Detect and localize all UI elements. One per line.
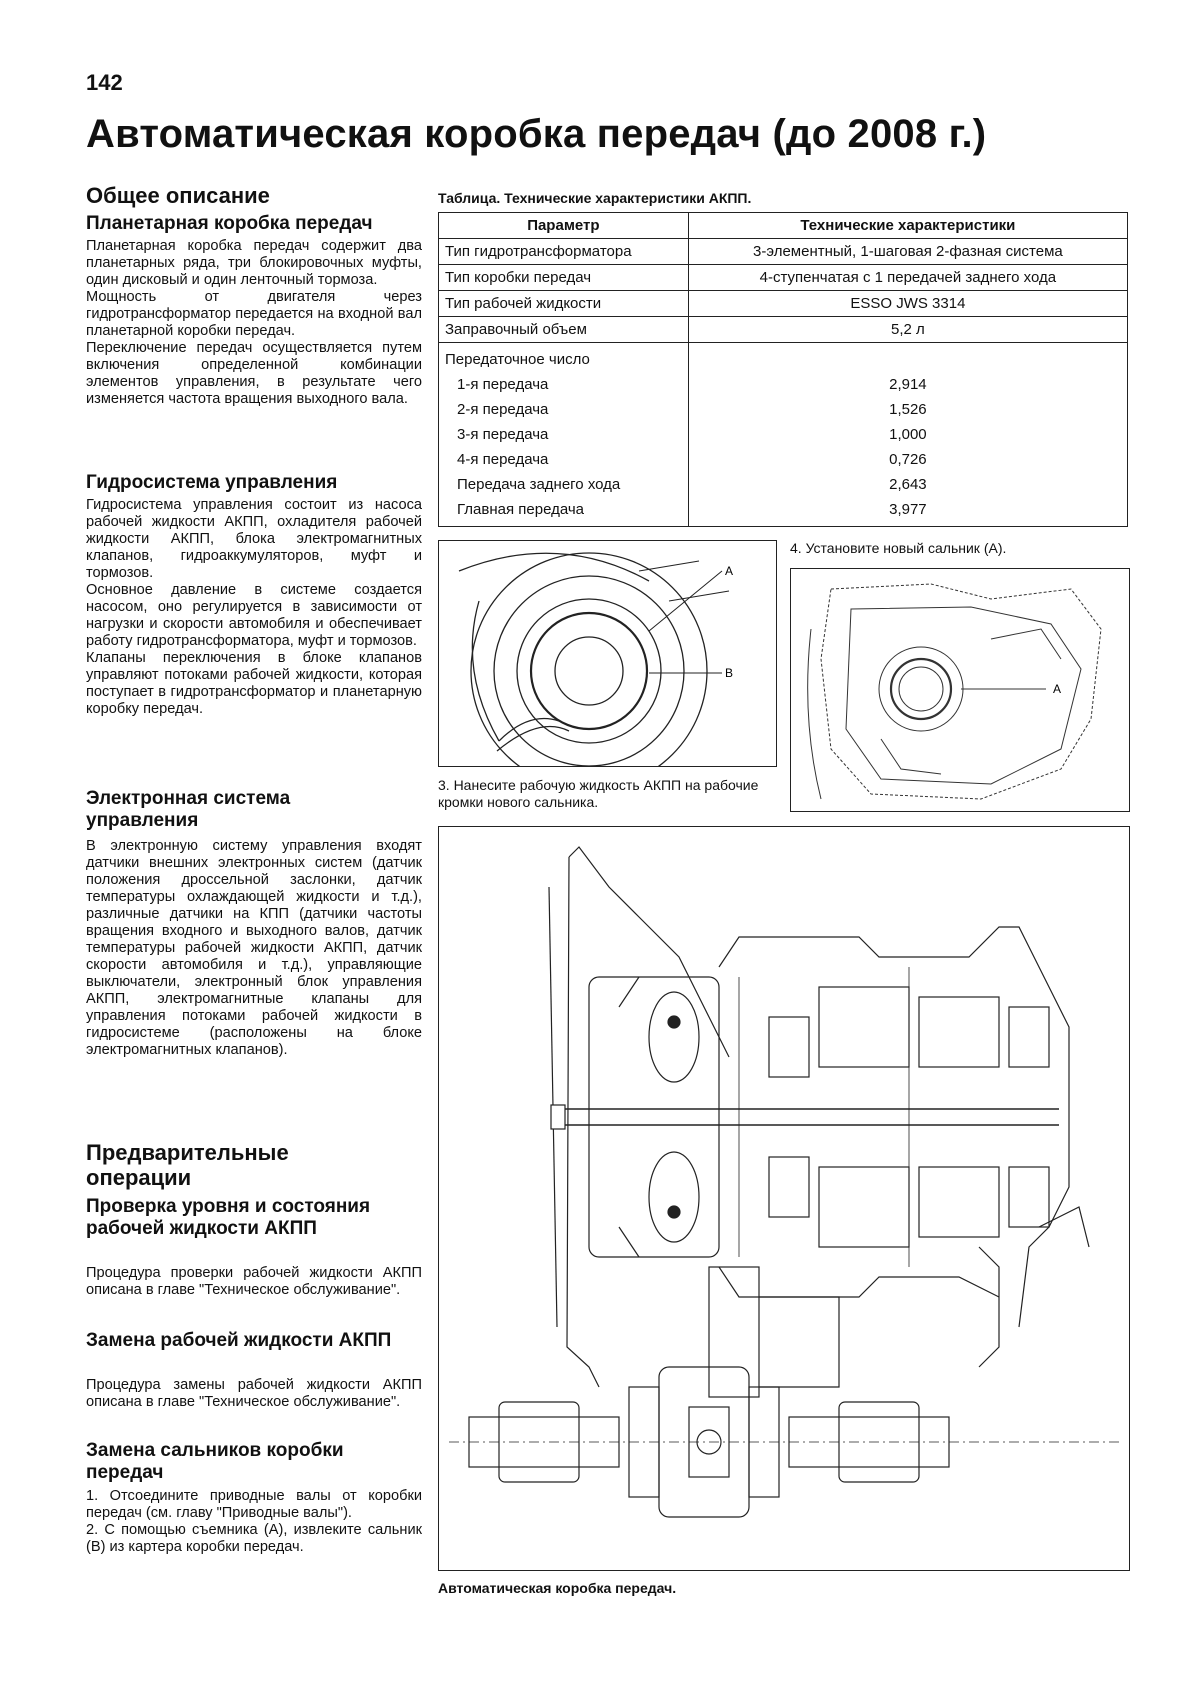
ratio-name: Передача заднего хода: [457, 476, 621, 493]
table-row: [439, 265, 1128, 291]
planetary-paragraph-1: Планетарная коробка передач содержит два планетарных ряда, три блокировочных муфты, один дисковый и один ленточный тормоза.: [86, 238, 422, 288]
ratio-value: 1,000: [889, 426, 927, 443]
ratio-name: 3-я передача: [457, 426, 549, 443]
seals-step-1: 1. Отсоедините приводные валы от коробки передач (см. главу "Приводные валы").: [86, 1488, 422, 1521]
replace-heading: Замена рабочей жидкости АКПП: [86, 1330, 392, 1351]
check-heading: Проверка уровня и состояния рабочей жидкости АКПП: [86, 1196, 371, 1239]
page-number: 142: [86, 70, 123, 95]
ratio-names-cell: [439, 343, 689, 527]
seal-install-illustration: [791, 569, 1129, 811]
planetary-paragraph-2: Мощность от двигателя через гидротрансформатор передается на входной вал планетарной коробки передач.: [86, 289, 422, 339]
table-cell-value: 3-элементный, 1-шаговая 2-фазная система: [688, 239, 1127, 265]
electronic-heading: Электронная система управления: [86, 788, 291, 831]
label-b: B: [725, 666, 734, 680]
table-row-ratios: [439, 343, 1128, 527]
transmission-figure: [438, 826, 1130, 1571]
seals-step-2: 2. С помощью съемника (А), извлеките сальник (В) из картера коробки передач.: [86, 1522, 422, 1555]
table-cell-value: ESSO JWS 3314: [688, 291, 1127, 317]
ratio-name: 2-я передача: [457, 401, 549, 418]
transmission-cross-section: [439, 827, 1129, 1570]
ratio-name: 4-я передача: [457, 451, 549, 468]
step-4-text: 4. Установите новый сальник (А).: [790, 540, 1007, 556]
hydro-paragraph-2: Основное давление в системе создается насосом, оно регулируется в зависимости от нагрузки и скорости автомобиля и обеспечивает работу гидротрансформатора, муфт и тормозов.: [86, 582, 422, 649]
planetary-paragraph-3: Переключение передач осуществляется путем включения определенной комбинации элементов управления, в результате чего изменяется частота вращения выходного вала.: [86, 340, 422, 407]
table-cell-param: Заправочный объем: [439, 317, 689, 343]
transmission-caption: Автоматическая коробка передач.: [438, 1580, 677, 1596]
seals-section: [86, 1488, 422, 1556]
table-cell-param: Тип рабочей жидкости: [439, 291, 689, 317]
preliminary-heading: Предварительные операции: [86, 1140, 289, 1190]
check-paragraph: Процедура проверки рабочей жидкости АКПП описана в главе "Техническое обслуживание".: [86, 1265, 422, 1298]
general-heading: Общее описание: [86, 183, 270, 208]
replace-paragraph: Процедура замены рабочей жидкости АКПП описана в главе "Техническое обслуживание".: [86, 1377, 422, 1410]
table-cell-value: 4-ступенчатая с 1 передачей заднего хода: [688, 265, 1127, 291]
step-3-text: 3. Нанесите рабочую жидкость АКПП на рабочие кромки нового сальника.: [438, 777, 759, 810]
ratio-label: Передаточное число: [445, 351, 590, 368]
table-header-row: [439, 213, 1128, 239]
ratio-values-cell: [688, 343, 1127, 527]
hydro-heading: Гидросистема управления: [86, 472, 338, 493]
ratio-name: 1-я передача: [457, 376, 549, 393]
seal-install-figure: [790, 568, 1130, 812]
hydro-section: [86, 497, 422, 718]
replace-section: [86, 1377, 422, 1411]
ratio-name: Главная передача: [457, 501, 585, 518]
label-a: A: [725, 564, 734, 578]
table-header-spec: Технические характеристики: [688, 213, 1127, 239]
spec-table: [438, 212, 1128, 527]
planetary-heading: Планетарная коробка передач: [86, 213, 373, 234]
table-row: [439, 291, 1128, 317]
table-row: [439, 239, 1128, 265]
electronic-paragraph-1: В электронную систему управления входят датчики внешних электронных систем (датчик положения дроссельной заслонки, датчик температуры охлаждающей жидкости и т.д.), различные датчики на КПП (датчики частоты вращения входного и выходного валов, датчик температуры рабочей жидкости АКПП, датчик скорости автомобиля и т.д.), управляющие выключатели, электронный блок управления АКПП, электромагнитные клапаны для управления потоками рабочей жидкости в гидросистеме (расположены на блоке электромагнитных клапанов).: [86, 838, 422, 1058]
seals-heading: Замена сальников коробки передач: [86, 1440, 344, 1483]
ratio-value: 0,726: [889, 451, 927, 468]
ratio-value: 1,526: [889, 401, 927, 418]
table-cell-value: 5,2 л: [688, 317, 1127, 343]
table-row: [439, 317, 1128, 343]
ratio-value: 3,977: [889, 501, 927, 518]
planetary-section: [86, 238, 422, 408]
label-a: A: [1053, 682, 1062, 696]
ratio-value: 2,643: [889, 476, 927, 493]
hydro-paragraph-1: Гидросистема управления состоит из насоса рабочей жидкости АКПП, охладителя рабочей жидкости АКПП, блока электромагнитных клапанов, гидроаккумуляторов, муфт и тормозов.: [86, 497, 422, 581]
table-cell-param: Тип гидротрансформатора: [439, 239, 689, 265]
page-title: Автоматическая коробка передач (до 2008 г.): [86, 112, 987, 156]
check-section: [86, 1265, 422, 1299]
table-cell-param: Тип коробки передач: [439, 265, 689, 291]
table-header-param: Параметр: [439, 213, 689, 239]
hydro-paragraph-3: Клапаны переключения в блоке клапанов управляют потоками рабочей жидкости, которая поступает в гидротрансформатор и планетарную коробку передач.: [86, 650, 422, 717]
table-caption: Таблица. Технические характеристики АКПП.: [438, 190, 752, 206]
seal-removal-illustration: [439, 541, 776, 766]
electronic-section: [86, 838, 422, 1059]
seal-removal-figure: [438, 540, 777, 767]
ratio-value: 2,914: [889, 376, 927, 393]
